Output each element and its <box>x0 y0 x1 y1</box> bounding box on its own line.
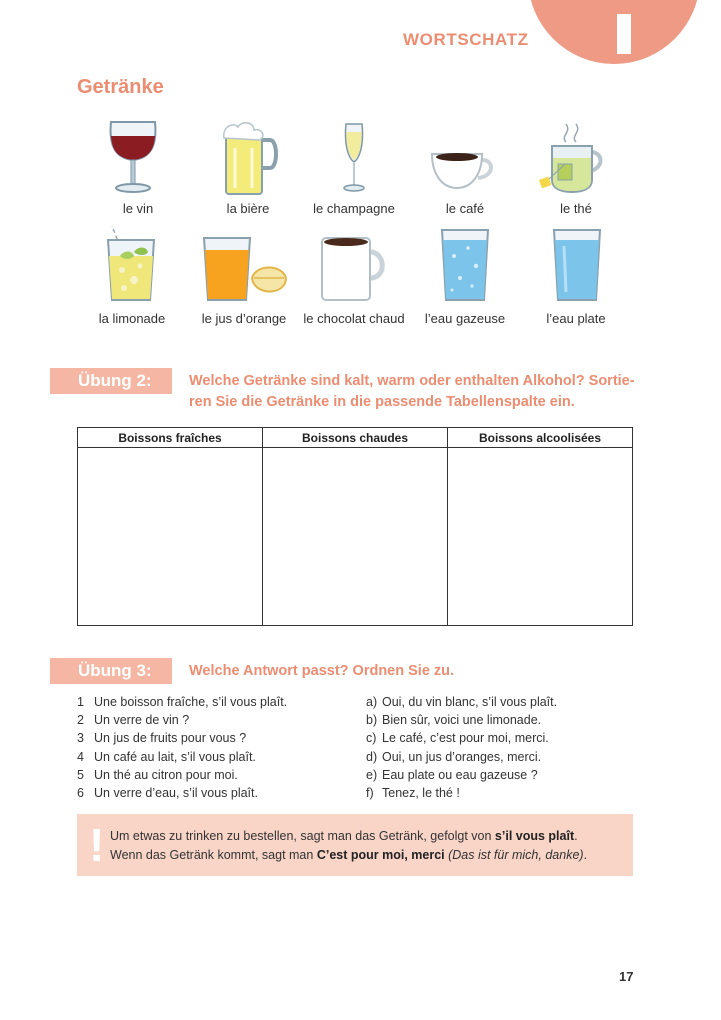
drink-label: l’eau gazeuse <box>424 311 506 326</box>
exercise-2-instruction <box>189 371 639 413</box>
exercise-3-label: Übung 3: <box>50 658 172 684</box>
exercise-3-instruction: Welche Antwort passt? Ordnen Sie zu. <box>189 663 455 679</box>
answer-item: c) Le café, c’est pour moi, merci. <box>366 731 549 746</box>
exercise-2-label: Übung 2: <box>50 368 172 394</box>
column-header: Boissons chaudes <box>263 428 448 448</box>
page-heading: Getränke <box>77 76 164 98</box>
drink-label: le café <box>445 201 485 216</box>
answer-item: b) Bien sûr, voici une limonade. <box>366 713 542 728</box>
answer-item: f) Tenez, le thé ! <box>366 786 460 801</box>
question-item: 5 Un thé au citron pour moi. <box>77 767 238 782</box>
coffee-cup-icon <box>426 148 500 194</box>
drink-label: la limonade <box>98 311 166 326</box>
question-item: 3 Un jus de fruits pour vous ? <box>77 731 247 746</box>
drink-label: la bière <box>226 201 270 216</box>
chapter-number-mark <box>617 14 631 54</box>
tea-cup-icon <box>536 118 612 194</box>
orange-juice-glass-icon <box>198 234 290 304</box>
answer-cell-warm[interactable] <box>263 448 448 626</box>
drink-label: le chocolat chaud <box>303 311 405 326</box>
lemonade-glass-icon <box>94 222 160 304</box>
answer-item: e) Eau plate ou eau gazeuse ? <box>366 767 538 782</box>
drink-label: le vin <box>122 201 154 216</box>
wine-glass-icon <box>103 118 163 196</box>
column-header: Boissons fraîches <box>78 428 263 448</box>
question-list <box>77 693 287 802</box>
still-water-glass-icon <box>550 226 604 304</box>
drink-label: le jus d’orange <box>201 311 287 326</box>
column-header: Boissons alcoolisées <box>448 428 633 448</box>
drink-label: le champagne <box>313 201 395 216</box>
sparkling-water-glass-icon <box>438 226 492 304</box>
drink-label: le thé <box>560 201 592 216</box>
question-item: 6 Un verre d’eau, s’il vous plaît. <box>77 786 258 801</box>
hot-chocolate-mug-icon <box>318 232 390 304</box>
beer-mug-icon <box>218 118 282 198</box>
question-item: 4 Un café au lait, s’il vous plaît. <box>77 749 256 764</box>
answer-item: a) Oui, du vin blanc, s’il vous plaît. <box>366 695 558 710</box>
exclamation-icon: ! <box>89 819 105 871</box>
answer-list <box>366 693 557 802</box>
tip-box <box>77 814 633 876</box>
answer-cell-cold[interactable] <box>78 448 263 626</box>
tip-line-2: Wenn das Getränk kommt, sagt man C’est pour moi, merci (Das ist für mich, danke). <box>110 848 588 862</box>
champagne-flute-icon <box>338 118 370 198</box>
chapter-tab <box>528 0 700 64</box>
question-item: 2 Un verre de vin ? <box>77 713 190 728</box>
instruction-line: ren Sie die Getränke in die passende Tabellenspalte ein. <box>189 394 575 410</box>
drink-label: l’eau plate <box>546 311 606 326</box>
section-label: WORTSCHATZ <box>403 30 529 49</box>
answer-cell-alcoholic[interactable] <box>448 448 633 626</box>
page-number: 17 <box>619 969 634 984</box>
question-item: 1 Une boisson fraîche, s’il vous plaît. <box>77 695 288 710</box>
instruction-line: Welche Getränke sind kalt, warm oder enthalten Alkohol? Sortie- <box>189 373 635 389</box>
sorting-table <box>77 427 633 626</box>
answer-item: d) Oui, un jus d’oranges, merci. <box>366 749 542 764</box>
tip-line-1: Um etwas zu trinken zu bestellen, sagt man das Getränk, gefolgt von s’il vous plaît. <box>110 829 578 843</box>
